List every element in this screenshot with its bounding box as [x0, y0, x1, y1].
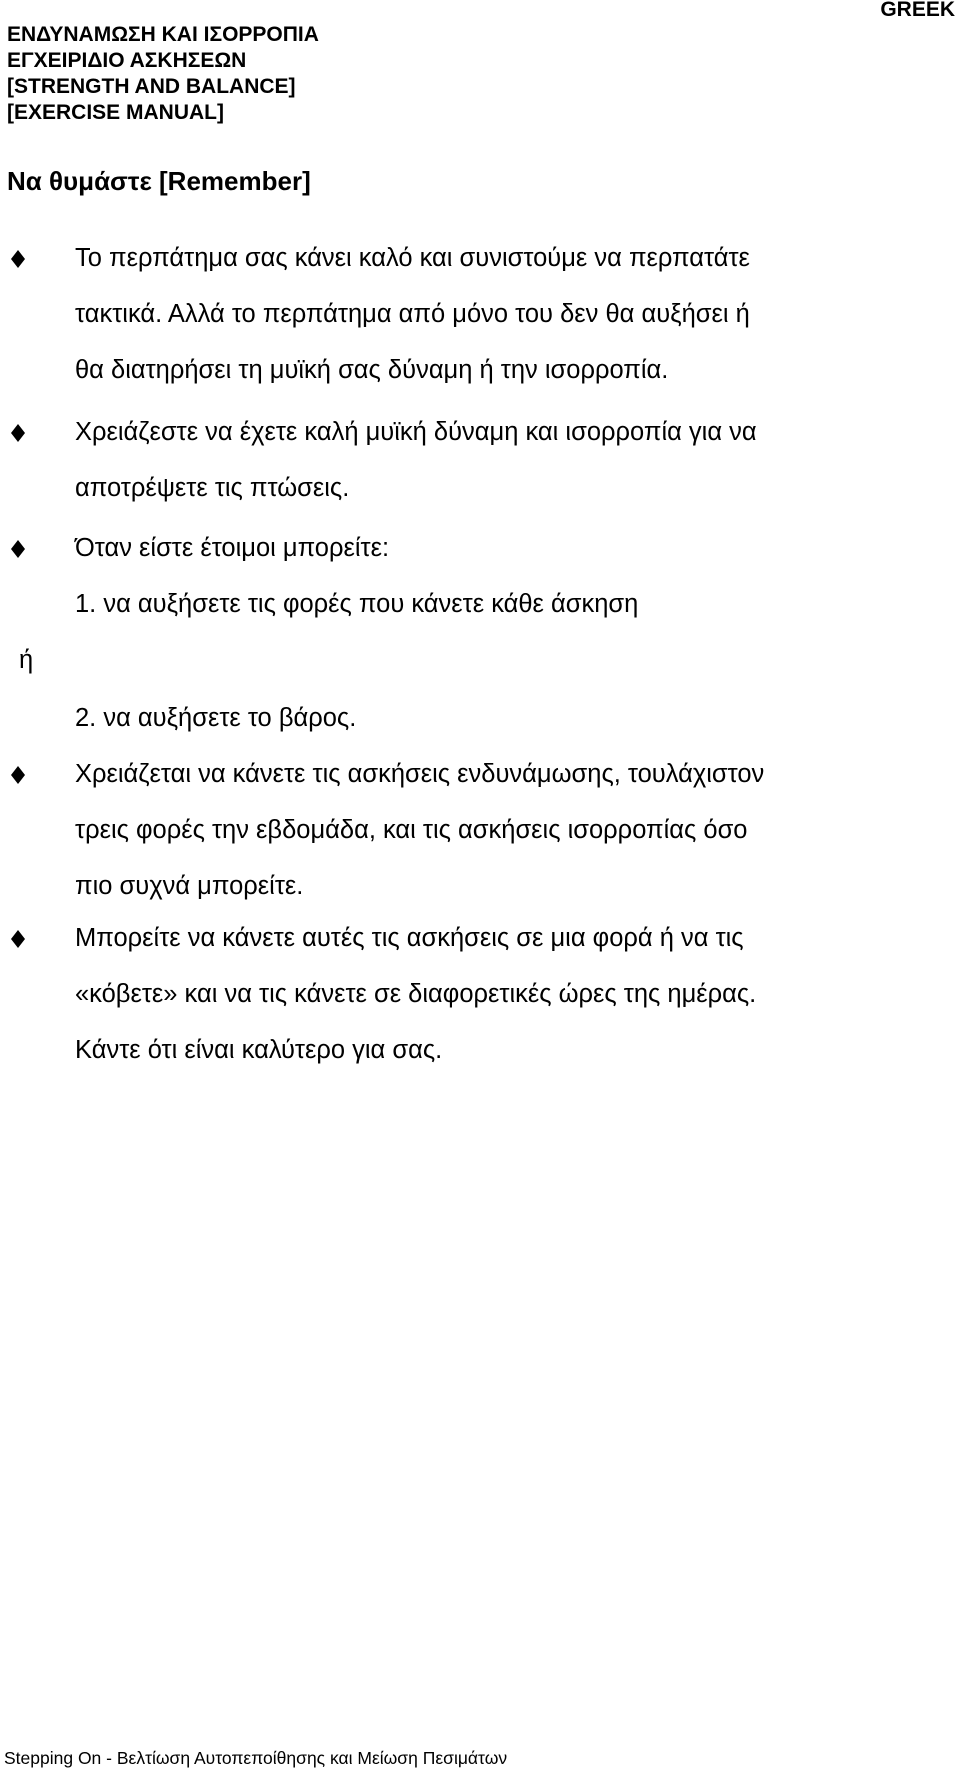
bullet-text: [75, 230, 955, 398]
bullet-line: Το περπάτημα σας κάνει καλό και συνιστούμε να περπατάτε: [75, 244, 750, 272]
bullet-line: Μπορείτε να κάνετε αυτές τις ασκήσεις σε μια φορά ή να τις: [75, 924, 744, 952]
bullet-line: τακτικά. Αλλά το περπάτημα από μόνο του δεν θα αυξήσει ή: [75, 300, 750, 328]
bullet-line: Χρειάζεστε να έχετε καλή μυϊκή δύναμη και ισορροπία για να: [75, 418, 757, 446]
bullet-line: Όταν είστε έτοιμοι μπορείτε:: [75, 534, 390, 562]
header-title-english-line-2: [EXERCISE MANUAL]: [7, 101, 225, 124]
diamond-bullet-icon: [10, 766, 26, 784]
document-header: [7, 22, 319, 126]
bullet-line: θα διατηρήσει τη μυϊκή σας δύναμη ή την ισορροπία.: [75, 356, 669, 384]
bullet-text: [75, 910, 955, 1078]
bullet-line: «κόβετε» και να τις κάνετε σε διαφορετικές ώρες της ημέρας.: [75, 980, 757, 1008]
option-connector-or: ή: [19, 646, 34, 674]
bullet-line: Χρειάζεται να κάνετε τις ασκήσεις ενδυνάμωσης, τουλάχιστον: [75, 760, 765, 788]
section-title: Να θυμάστε [Remember]: [7, 166, 311, 196]
diamond-bullet-icon: [10, 930, 26, 948]
bullet-text: [75, 746, 955, 914]
option-increase-repetitions: 1. να αυξήσετε τις φορές που κάνετε κάθε άσκηση: [75, 590, 639, 618]
bullet-line: πιο συχνά μπορείτε.: [75, 872, 304, 900]
bullet-line: Κάντε ότι είναι καλύτερο για σας.: [75, 1036, 443, 1064]
diamond-bullet-icon: [10, 424, 26, 442]
option-increase-weight: 2. να αυξήσετε το βάρος.: [75, 704, 357, 732]
bullet-text: [75, 404, 955, 516]
bullet-line: αποτρέψετε τις πτώσεις.: [75, 474, 350, 502]
diamond-bullet-icon: [10, 540, 26, 558]
header-title-greek-line-1: ΕΝΔΥΝΑΜΩΣΗ ΚΑΙ ΙΣΟΡΡΟΠΙΑ: [7, 23, 319, 46]
page-footer: Stepping On - Βελτίωση Αυτοπεποίθησης και Μείωση Πεσιμάτων: [4, 1748, 508, 1768]
diamond-bullet-icon: [10, 250, 26, 268]
bullet-line: τρεις φορές την εβδομάδα, και τις ασκήσεις ισορροπίας όσο: [75, 816, 748, 844]
header-title-greek-line-2: ΕΓΧΕΙΡΙΔΙΟ ΑΣΚΗΣΕΩΝ: [7, 49, 247, 72]
header-title-english-line-1: [STRENGTH AND BALANCE]: [7, 75, 296, 98]
language-label: GREEK: [880, 0, 955, 21]
bullet-text: [75, 520, 955, 576]
